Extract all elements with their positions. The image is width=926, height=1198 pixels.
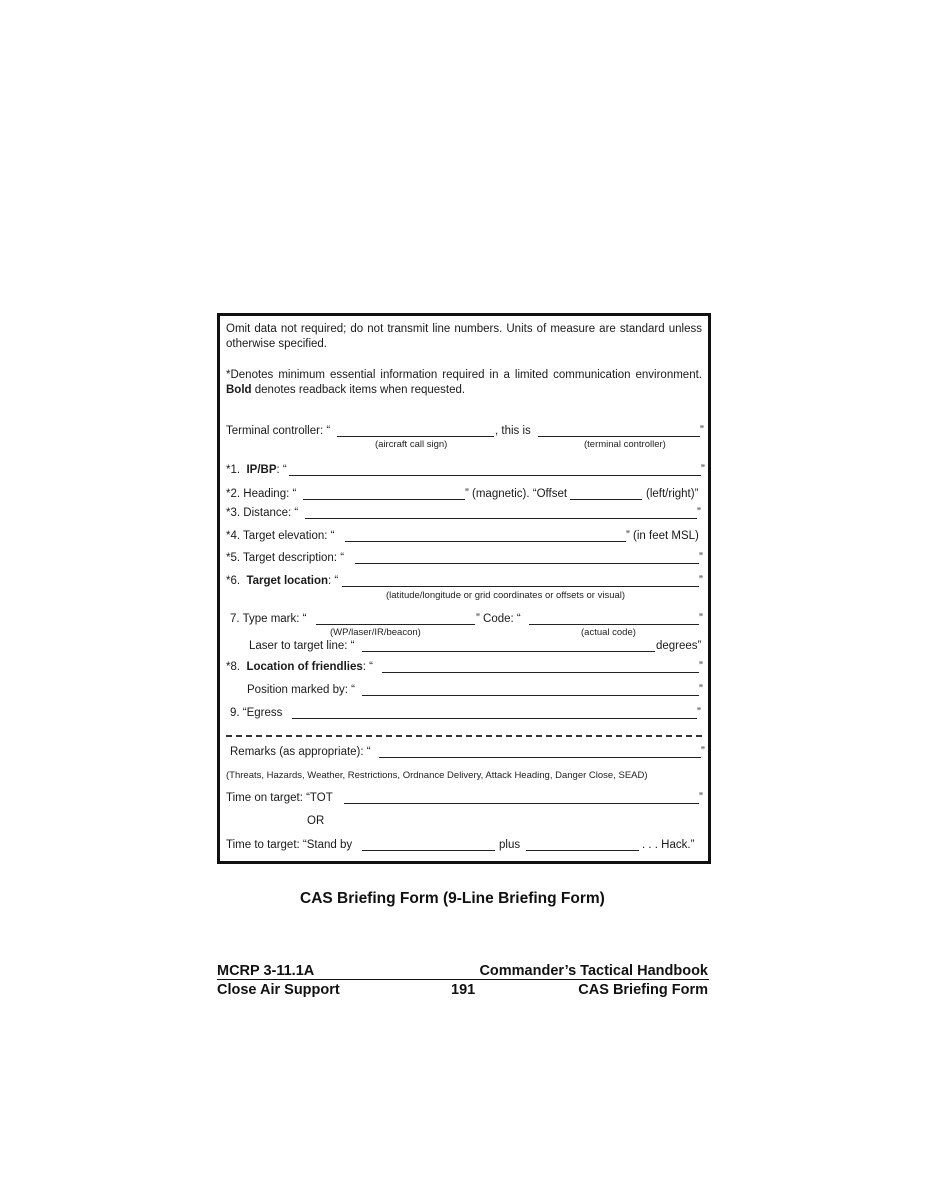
code-label: ” Code: “ — [476, 613, 521, 625]
line-9-label: 9. “Egress — [230, 707, 283, 719]
position-marked-field[interactable] — [362, 695, 699, 696]
line-6-label: *6. Target location: “ — [226, 575, 339, 587]
intro-paragraph-2: *Denotes minimum essential information required in a limited communication environment. Bold denotes readback items when requested. — [226, 369, 702, 396]
footer-handbook-title: Commander’s Tactical Handbook — [479, 963, 708, 979]
remarks-field[interactable] — [379, 757, 701, 758]
quote-close: ” — [701, 746, 705, 758]
line-5-label: *5. Target description: “ — [226, 552, 345, 564]
target-elevation-field[interactable] — [345, 541, 626, 542]
quote-close: ” — [699, 613, 703, 625]
footer-doc-id: MCRP 3-11.1A — [217, 963, 315, 979]
quote-close: ” — [699, 575, 703, 587]
quote-close: ” — [699, 552, 703, 564]
figure-caption: CAS Briefing Form (9-Line Briefing Form) — [300, 890, 605, 907]
egress-field[interactable] — [292, 718, 697, 719]
time-on-target-label: Time on target: “TOT — [226, 792, 333, 804]
type-mark-field[interactable] — [316, 624, 475, 625]
target-location-field[interactable] — [342, 586, 699, 587]
line-3-label: *3. Distance: “ — [226, 507, 299, 519]
type-mark-caption: (WP/laser/IR/beacon) — [330, 627, 421, 638]
remarks-label: Remarks (as appropriate): “ — [230, 746, 371, 758]
this-is-label: , this is — [495, 425, 531, 437]
quote-close: ” — [697, 707, 701, 719]
distance-field[interactable] — [305, 518, 697, 519]
offset-label: ” (magnetic). “Offset — [465, 488, 568, 500]
position-marked-label: Position marked by: “ — [247, 684, 356, 696]
plus-label: plus — [499, 839, 521, 851]
footer-section: Close Air Support — [217, 982, 340, 998]
intro-paragraph-1: Omit data not required; do not transmit line numbers. Units of measure are standard unless otherwise specified. — [226, 323, 702, 350]
remarks-note: (Threats, Hazards, Weather, Restrictions, Ordnance Delivery, Attack Heading, Danger Close, SEAD) — [226, 770, 648, 781]
terminal-controller-field[interactable] — [538, 436, 700, 437]
dashed-separator — [226, 735, 702, 737]
time-to-target-label: Time to target: “Stand by — [226, 839, 353, 851]
briefing-form — [217, 313, 711, 864]
plus-field[interactable] — [526, 850, 639, 851]
terminal-controller-caption: (terminal controller) — [584, 439, 666, 450]
page-number: 191 — [451, 982, 476, 998]
laser-to-target-label: Laser to target line: “ — [249, 640, 355, 652]
quote-close: ” — [701, 464, 705, 476]
aircraft-call-sign-caption: (aircraft call sign) — [375, 439, 448, 450]
quote-close: ” — [697, 507, 701, 519]
line-4-label: *4. Target elevation: “ — [226, 530, 335, 542]
heading-field[interactable] — [303, 499, 465, 500]
location-of-friendlies-field[interactable] — [382, 672, 699, 673]
quote-close: ” — [699, 684, 703, 696]
footer-chapter: CAS Briefing Form — [578, 982, 708, 998]
code-field[interactable] — [529, 624, 699, 625]
target-description-field[interactable] — [355, 563, 699, 564]
target-location-caption: (latitude/longitude or grid coordinates or offsets or visual) — [386, 590, 626, 601]
terminal-controller-label: Terminal controller: “ — [226, 425, 331, 437]
line-7-label: 7. Type mark: “ — [230, 613, 307, 625]
time-on-target-field[interactable] — [344, 803, 699, 804]
code-caption: (actual code) — [581, 627, 636, 638]
aircraft-call-sign-field[interactable] — [337, 436, 494, 437]
line-8-label: *8. Location of friendlies: “ — [226, 661, 373, 673]
quote-close: ” — [699, 661, 703, 673]
ip-bp-field[interactable] — [289, 475, 701, 476]
feet-msl-label: ” (in feet MSL) — [626, 530, 699, 542]
or-label: OR — [307, 815, 325, 827]
footer-rule — [217, 979, 709, 980]
quote-close: ” — [700, 425, 704, 437]
line-2-label: *2. Heading: “ — [226, 488, 297, 500]
left-right-label: (left/right)” — [646, 488, 699, 500]
laser-to-target-field[interactable] — [362, 651, 655, 652]
quote-close: ” — [699, 792, 703, 804]
hack-label: . . . Hack.” — [642, 839, 695, 851]
stand-by-field[interactable] — [362, 850, 495, 851]
line-1-label: *1. IP/BP: “ — [226, 464, 287, 476]
degrees-label: degrees” — [656, 640, 702, 652]
offset-field[interactable] — [570, 499, 642, 500]
